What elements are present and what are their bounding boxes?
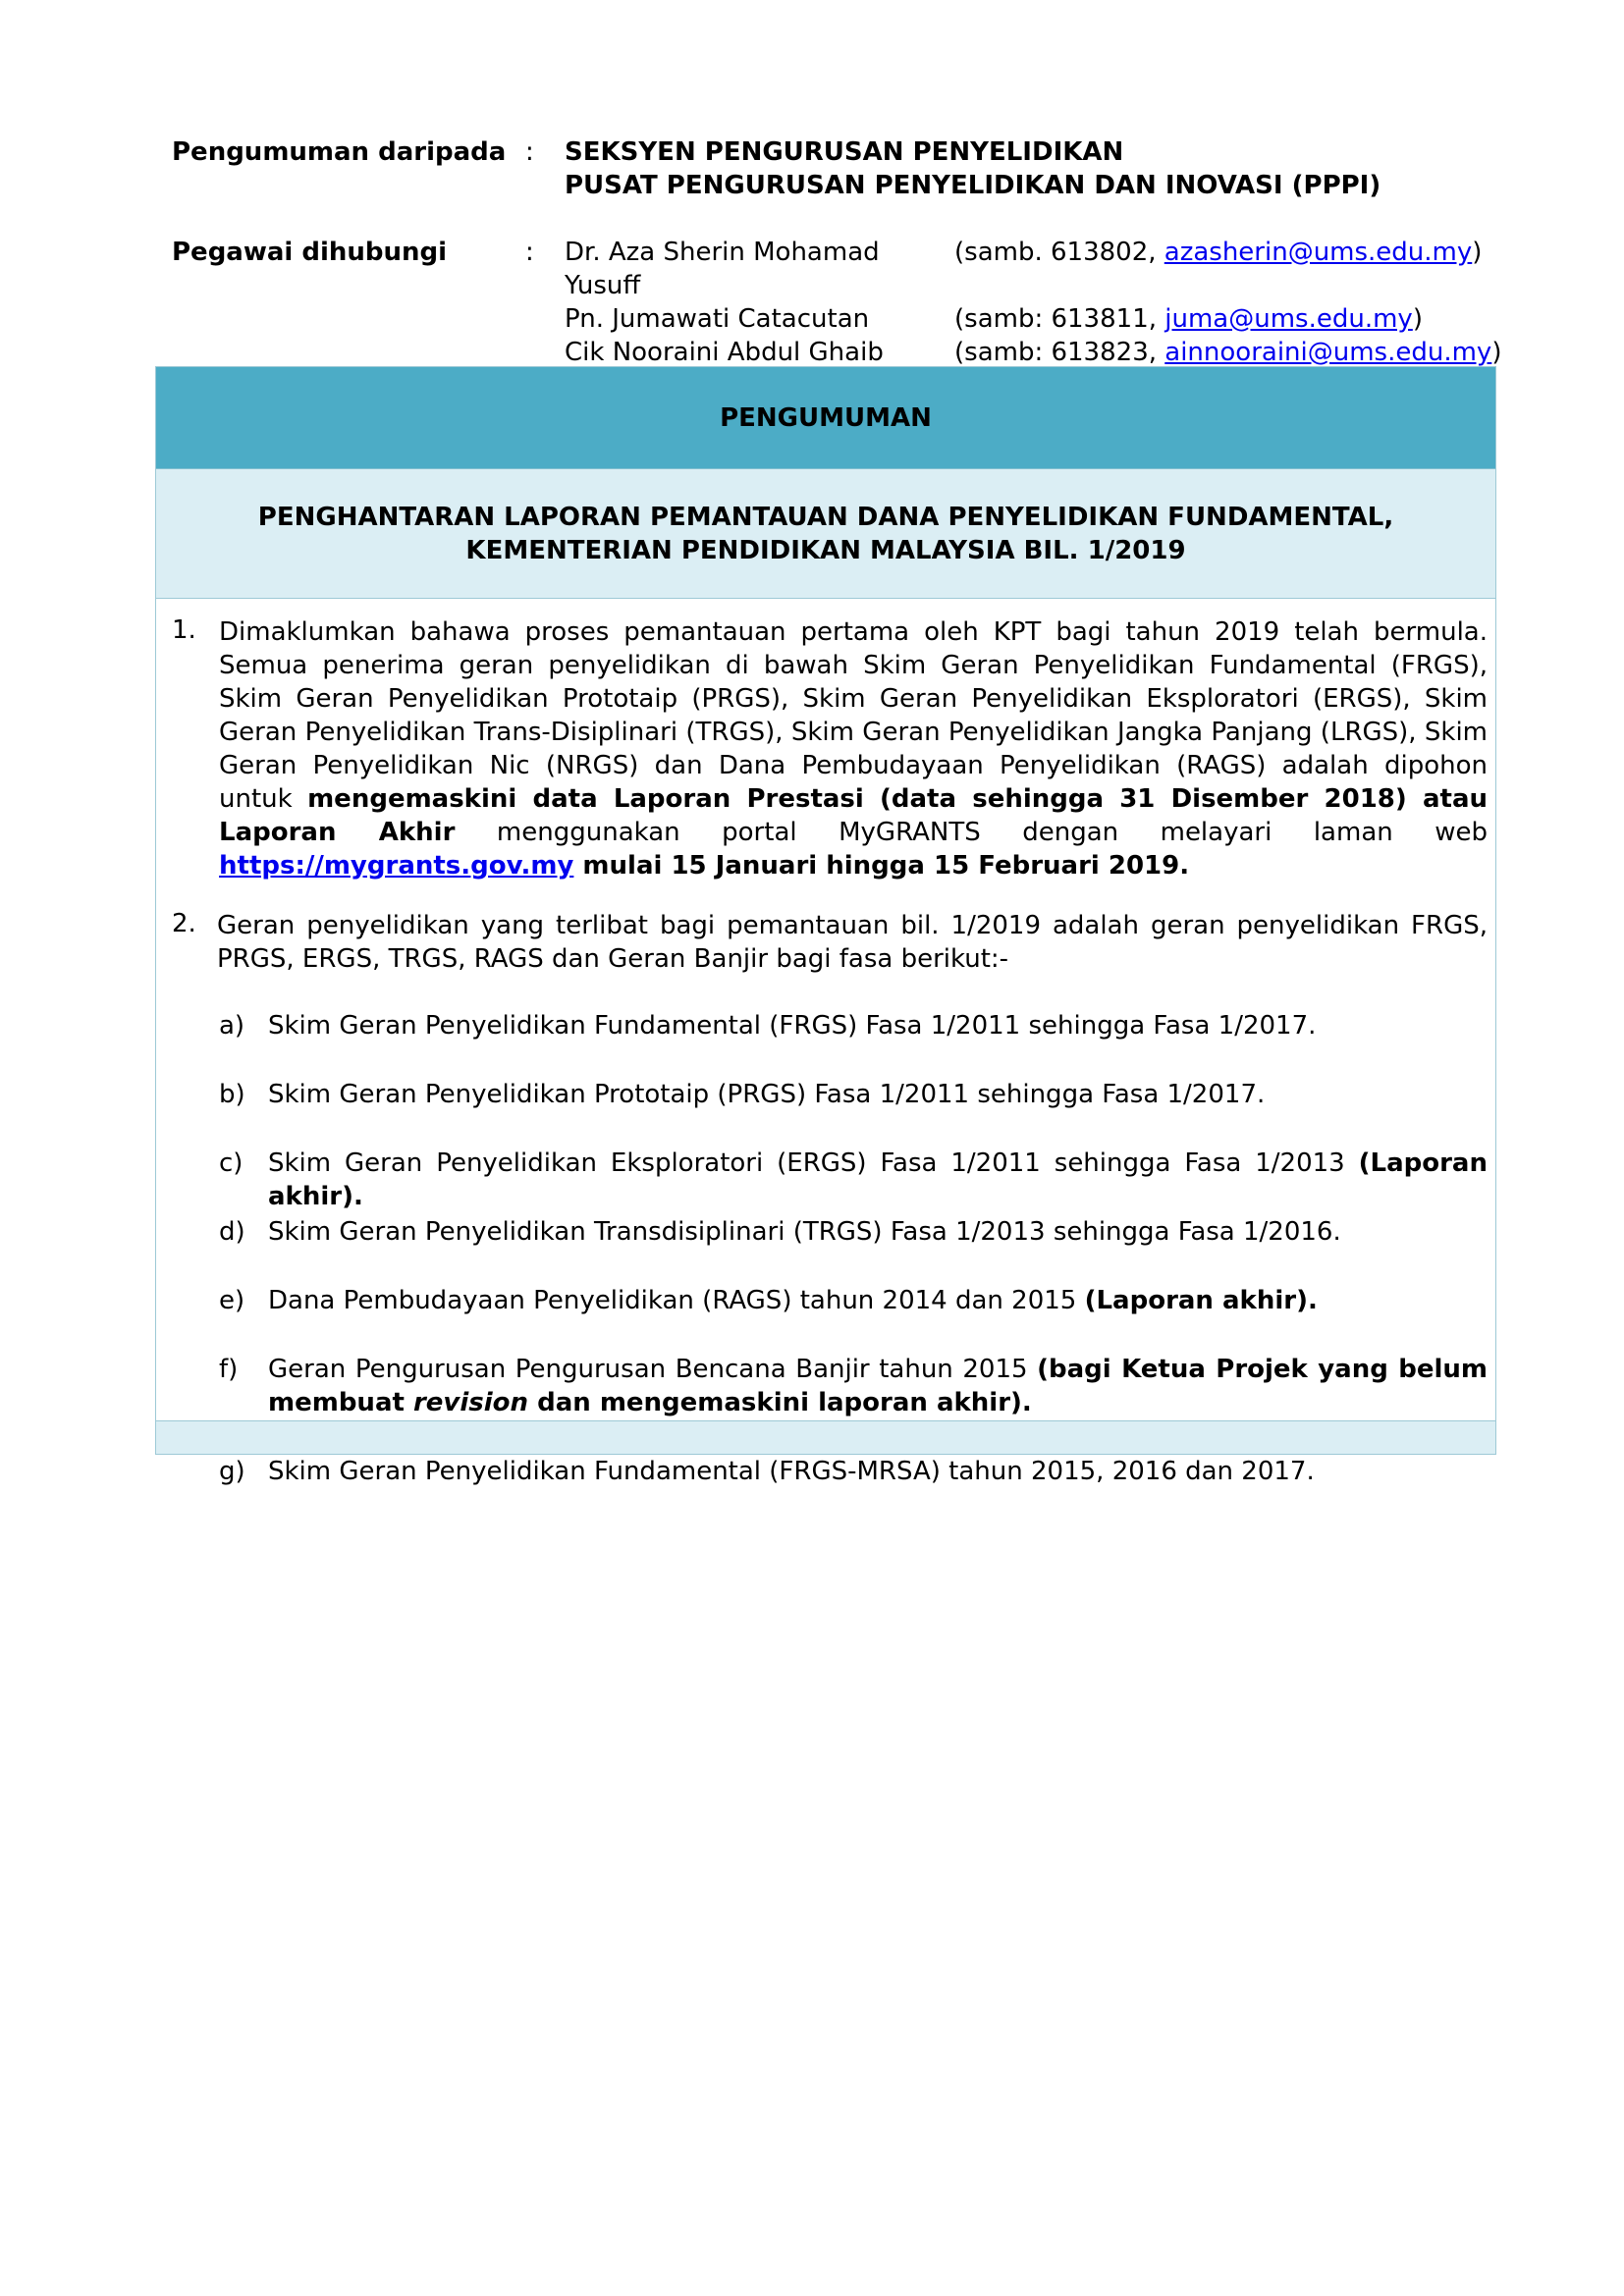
- paragraph-text: Dimaklumkan bahawa proses pemantauan pertama oleh KPT bagi tahun 2019 telah bermula. Semua penerima geran penyelidikan di bawah Skim Geran Penyelidikan Fundamental (FRGS), Skim Geran Penyelidikan Prototaip (PRGS), Skim Geran Penyelidikan Eksploratori (ERGS), Skim Geran Penyelidikan Trans-Disiplinari (TRGS), Skim Geran Penyelidikan Jangka Panjang (LRGS), Skim Geran Penyelidikan Nic (NRGS) dan Dana Pembudayaan Penyelidikan (RAGS) adalah dipohon untuk mengemaskini data Laporan Prestasi (data sehingga 31 Disember 2018) atau Laporan Akhir menggunakan portal MyGRANTS dengan melayari laman web https://mygrants.gov.my mulai 15 Januari hingga 15 Februari 2019.: [219, 617, 1488, 881]
- contact-colon: :: [525, 238, 534, 267]
- paragraph-number: 2.: [172, 909, 196, 938]
- contact-label: Pegawai dihubungi: [172, 238, 448, 267]
- contact-email-link[interactable]: juma@ums.edu.my: [1164, 304, 1413, 334]
- bold-text: mengemaskini data Laporan Prestasi (data sehingga 31 Disember 2018) atau Laporan Akhir: [219, 784, 1488, 847]
- contact-item: [565, 236, 1507, 302]
- from-value: [565, 135, 1507, 202]
- contact-ext: (samb: 613823, ainnooraini@ums.edu.my): [954, 338, 1502, 367]
- box-footer: [156, 1420, 1495, 1454]
- list-item: e) Dana Pembudayaan Penyelidikan (RAGS) tahun 2014 dan 2015 (Laporan akhir).: [219, 1286, 1318, 1315]
- contact-name: Pn. Jumawati Catacutan: [565, 304, 870, 334]
- paragraph-text: Geran penyelidikan yang terlibat bagi pemantauan bil. 1/2019 adalah geran penyelidikan FRGS, PRGS, ERGS, TRGS, RAGS dan Geran Banjir bagi fasa berikut:-: [217, 911, 1488, 974]
- contact-email-link[interactable]: azasherin@ums.edu.my: [1164, 238, 1473, 267]
- box-title-line-2: KEMENTERIAN PENDIDIKAN MALAYSIA BIL. 1/2019: [465, 535, 1186, 565]
- contact-email-link[interactable]: ainnooraini@ums.edu.my: [1164, 338, 1492, 367]
- contact-ext: (samb: 613811, juma@ums.edu.my): [954, 304, 1423, 334]
- box-title-line-1: PENGHANTARAN LAPORAN PEMANTAUAN DANA PENYELIDIKAN FUNDAMENTAL,: [257, 502, 1394, 532]
- from-line-1: SEKSYEN PENGURUSAN PENYELIDIKAN: [565, 137, 1124, 167]
- paragraph-number: 1.: [172, 615, 196, 645]
- from-line-2: PUSAT PENGURUSAN PENYELIDIKAN DAN INOVASI (PPPI): [565, 171, 1381, 200]
- contact-ext: (samb. 613802, azasherin@ums.edu.my): [954, 238, 1483, 267]
- list-item: b) Skim Geran Penyelidikan Prototaip (PRGS) Fasa 1/2011 sehingga Fasa 1/2017.: [219, 1080, 1266, 1109]
- from-label: Pengumuman daripada: [172, 137, 507, 167]
- from-colon: :: [525, 137, 534, 167]
- list-item: a) Skim Geran Penyelidikan Fundamental (FRGS) Fasa 1/2011 sehingga Fasa 1/2017.: [219, 1011, 1317, 1041]
- contact-name: Dr. Aza Sherin Mohamad Yusuff: [565, 238, 880, 300]
- contact-item: [565, 336, 1507, 369]
- contact-name: Cik Nooraini Abdul Ghaib: [565, 338, 884, 367]
- paragraph-1: [172, 615, 1488, 882]
- box-body: [156, 599, 1495, 1486]
- from-row: [172, 135, 1507, 202]
- list-item: c) Skim Geran Penyelidikan Eksploratori (ERGS) Fasa 1/2011 sehingga Fasa 1/2013 (Laporan akhir).: [219, 1148, 1488, 1211]
- bold-text: mulai 15 Januari hingga 15 Februari 2019.: [573, 851, 1190, 881]
- box-heading: PENGUMUMAN: [156, 367, 1495, 469]
- paragraph-2: [172, 909, 1488, 976]
- list-item: g) Skim Geran Penyelidikan Fundamental (FRGS-MRSA) tahun 2015, 2016 dan 2017.: [219, 1457, 1315, 1486]
- contact-row: [172, 236, 1507, 369]
- contact-item: [565, 302, 1507, 336]
- list-item: d) Skim Geran Penyelidikan Transdisiplinari (TRGS) Fasa 1/2013 sehingga Fasa 1/2016.: [219, 1217, 1341, 1247]
- mygrants-link[interactable]: https://mygrants.gov.my: [219, 851, 574, 881]
- announcement-header: [172, 135, 1507, 369]
- announcement-box: [155, 366, 1496, 1486]
- contact-list: [565, 236, 1507, 369]
- list-item: f) Geran Pengurusan Pengurusan Bencana Banjir tahun 2015 (bagi Ketua Projek yang belum membuat revision dan mengemaskini laporan akhir).: [219, 1355, 1488, 1417]
- box-title: [156, 469, 1495, 599]
